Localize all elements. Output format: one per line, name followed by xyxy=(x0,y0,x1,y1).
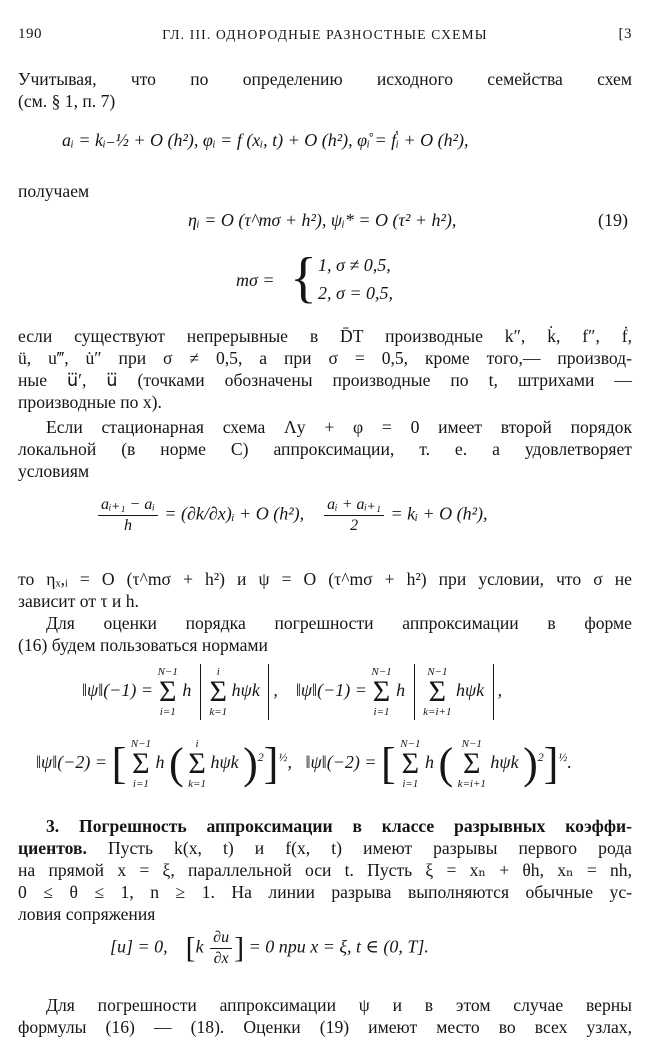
equation-conjugation: [u] = 0, [k $\frac{\partial u}{\partial x}$ ] = 0 при x = ξ, t ∈ (0, T]. xyxy=(110,929,429,967)
sum-sign: i Σ k=1 xyxy=(188,738,206,790)
equation-conditions xyxy=(96,495,488,536)
fraction: $\frac{\partial u}{\partial x}$ xyxy=(210,928,232,969)
sum-sign: N−1 Σ i=1 xyxy=(130,738,151,790)
norm-label: ‖ψ‖(−1) = xyxy=(295,680,367,701)
paragraph-norms xyxy=(18,612,632,656)
abs-bar xyxy=(493,664,494,720)
fraction xyxy=(98,495,158,536)
text-line: если существуют непрерывные в D̄T производные k″, k̇, f″, ḟ, xyxy=(18,326,632,346)
text-line: Для погрешности аппроксимации ψ и в этом случае верны xyxy=(46,995,632,1015)
sum-sign: N−1 Σ i=1 xyxy=(371,666,392,718)
paragraph-stationary xyxy=(18,416,632,482)
fraction xyxy=(324,495,384,536)
running-header xyxy=(18,26,632,48)
abs-bar xyxy=(268,664,269,720)
text-line: Для оценки порядка погрешности аппроксимации в форме xyxy=(46,613,632,633)
abs-bar xyxy=(414,664,415,720)
case-one: 1, σ ≠ 0,5, xyxy=(318,255,391,275)
text-line: зависит от τ и h. xyxy=(18,591,139,611)
equation-number-19: (19) xyxy=(598,210,628,230)
text-line: ные u⃛′, u⃛ (точками обозначены производные по t, штрихами — xyxy=(18,370,632,390)
m-sigma-label: mσ = xyxy=(236,270,275,290)
section-3-paragraph xyxy=(18,815,632,925)
fraction-numerator: aᵢ + aᵢ₊₁ xyxy=(324,495,384,516)
text-line: производные по x). xyxy=(18,392,162,412)
paragraph-intro xyxy=(18,68,632,112)
norm-row-2: ‖ψ‖(−2) = [ N−1 Σ i=1 h ( i Σ k=1 hψk )$^2$]$^{\frac{1}{2}}$, ‖ψ‖(−2) = [ N−1 Σ i=1 h ( N−1 Σ k=i+1 hψk )$^2$]$^{\frac{1}{2}}$. xyxy=(36,738,572,790)
text-line: (16) будем пользоваться нормами xyxy=(18,635,268,655)
text-line: локальной (в норме C) аппроксимации, т. е. a удовлетворяет xyxy=(18,439,632,459)
text-line: формулы (16) — (18). Оценки (19) имеют место во всех узлах, xyxy=(18,1017,632,1037)
text-line: ловия сопряжения xyxy=(18,904,156,924)
section-number: [3 xyxy=(618,26,632,42)
paragraph-we-get xyxy=(18,180,632,202)
text-line: 0 ≤ θ ≤ 1, n ≥ 1. На линии разрыва выполняются обычные ус- xyxy=(18,882,632,902)
equation-part: = kᵢ + O (h²), xyxy=(390,503,488,524)
sum-sign: i Σ k=1 xyxy=(209,666,228,718)
text-line: условиям xyxy=(18,461,90,481)
sum-sign: N−1 Σ i=1 xyxy=(157,666,178,718)
text-line: то ηₓ,ᵢ = O (τ^mσ + h²) и ψ = O (τ^mσ + h²) при условии, что σ не xyxy=(18,569,632,589)
text-line: Если стационарная схема Λy + φ = 0 имеет второй порядок xyxy=(46,417,632,437)
text-line: циентов. Пусть k(x, t) и f(x, t) имеют разрывы первого рода xyxy=(18,838,632,858)
sum-sign: N−1 Σ k=i+1 xyxy=(457,738,486,790)
text-line: ü, u‴, u̇″ при σ ≠ 0,5, а при σ = 0,5, кроме того,— производ- xyxy=(18,348,632,368)
fraction-numerator: aᵢ₊₁ − aᵢ xyxy=(98,495,158,516)
equation-part: = (∂k/∂x)ᵢ + O (h²), xyxy=(164,503,305,524)
page-number: 190 xyxy=(18,26,42,42)
equation-coefficients: aᵢ = kᵢ₋½ + O (h²), φᵢ = f (xᵢ, t) + O (h²), φ̊ᵢ = ḟᵢ + O (h²), xyxy=(62,130,469,150)
sum-sign: N−1 Σ k=i+1 xyxy=(423,666,452,718)
sum-sign: N−1 Σ i=1 xyxy=(400,738,421,790)
fraction-denominator: h xyxy=(123,517,132,534)
fraction-denominator: 2 xyxy=(350,517,359,534)
chapter-title: ГЛ. III. ОДНОРОДНЫЕ РАЗНОСТНЫЕ СХЕМЫ xyxy=(162,27,488,42)
text-line: (см. § 1, п. 7) xyxy=(18,91,116,111)
paragraph-conditions xyxy=(18,325,632,413)
norm-label: ‖ψ‖(−2) = xyxy=(305,752,377,773)
norm-row-1: ‖ψ‖(−1) = N−1 Σ i=1 h i Σ k=1 hψk , ‖ψ‖(−1) = N−1 Σ i=1 h N−1 Σ k=i+1 hψk , xyxy=(82,666,503,718)
section-heading: 3. Погрешность аппроксимации в классе разрывных коэффи- xyxy=(46,816,632,836)
paragraph-then xyxy=(18,568,632,612)
text-line: Учитывая, что по определению исходного семейства схем xyxy=(18,69,632,89)
cases-brace: { xyxy=(290,247,317,309)
paragraph-final xyxy=(18,994,632,1038)
text-line: получаем xyxy=(18,181,90,201)
norm-label: ‖ψ‖(−1) = xyxy=(82,680,154,701)
equation-19: ηᵢ = O (τ^mσ + h²), ψᵢ* = O (τ² + h²), xyxy=(188,210,457,230)
abs-bar xyxy=(200,664,201,720)
case-two: 2, σ = 0,5, xyxy=(318,283,394,303)
norm-label: ‖ψ‖(−2) = xyxy=(36,752,108,773)
text-line: на прямой x = ξ, параллельной оси t. Пусть ξ = xₙ + θh, xₙ = nh, xyxy=(18,860,632,880)
